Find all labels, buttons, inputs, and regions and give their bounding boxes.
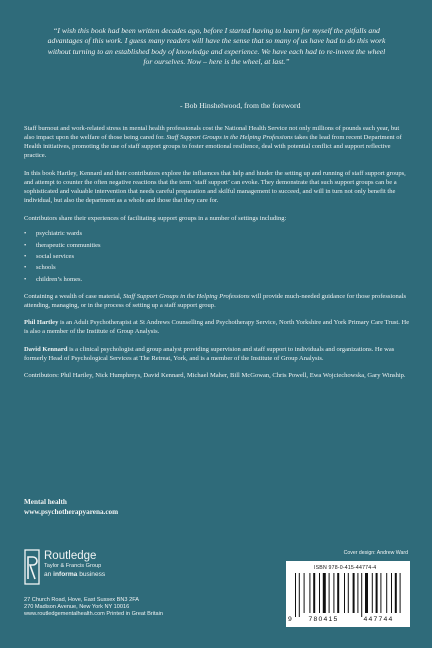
author-bio-hartley: Phil Hartley is an Adult Psychotherapist at St Andrews Counselling and Psychotherapy Service, North Yorkshire and York Primary Care Trust. He is also a member of the Institute of Group Analysis. bbox=[24, 319, 410, 336]
barcode-bar bbox=[380, 573, 381, 613]
address-line: 27 Church Road, Hove, East Sussex BN3 2FA bbox=[24, 597, 140, 603]
isbn-label: ISBN 978-0-415-44774-4 bbox=[314, 565, 377, 571]
contributors-list: Contributors: Phil Hartley, Nick Humphreys, David Kennard, Michael Maher, Bill McGowan, Chris Powell, Ewa Wojciechowska, Gary Winship. bbox=[24, 372, 406, 380]
barcode-bar bbox=[295, 573, 296, 617]
subject-block bbox=[24, 497, 118, 517]
barcode-bar bbox=[376, 573, 378, 613]
barcode bbox=[286, 561, 410, 627]
barcode-digits bbox=[288, 616, 408, 623]
book-title-inline: Staff Support Groups in the Helping Professions bbox=[166, 134, 293, 142]
barcode-bar bbox=[329, 573, 330, 613]
book-title-inline: Staff Support Groups in the Helping Professions bbox=[123, 292, 250, 300]
foreword-quote: “I wish this book had been written decades ago, before I started having to learn for myself the pitfalls and advantages of this work. I guess many readers will have the sense that so many of us have had to do this work without turning to an established body of knowledge and experience. We have each had to re-invent the wheel for ourselves. Now – here is the wheel, at last.” bbox=[47, 26, 386, 66]
barcode-bar bbox=[391, 573, 392, 613]
description bbox=[24, 124, 410, 319]
barcode-bar bbox=[395, 573, 397, 613]
barcode-bar bbox=[319, 573, 320, 613]
barcode-bar bbox=[357, 573, 358, 613]
barcode-bar bbox=[304, 573, 305, 613]
description-paragraph-2: In this book Hartley, Kennard and their contributors explore the influences that help and hinder the setting up and running of staff support groups, and attempt to counter the often negative reactions that the term ‘staff support’ can evoke. They demonstrate that such support groups can be a sophisticated and valuable intervention that needs careful preparation and skilful management to succeed, and will in turn not only benefit the individual, but also the department as a whole and those that they care for. bbox=[24, 169, 406, 205]
list-item: • schools bbox=[24, 262, 410, 273]
barcode-digit-group: 780415 bbox=[308, 616, 339, 623]
description-paragraph-4: Containing a wealth of case material, Staff Support Groups in the Helping Professions will provide much-needed guidance for those professionals attending, managing, or in the process of setting up a staff support group. bbox=[24, 292, 407, 309]
author-bio-kennard: David Kennard is a clinical psychologist and group analyst providing supervision and staff support to individuals and organizations. He was formerly Head of Psychological Services at The Retreat, York, and is a member of the Institute of Group Analysis. bbox=[24, 345, 395, 362]
address-line: www.routledgementalhealth.com Printed in Great Britain bbox=[24, 611, 163, 618]
list-item: • therapeutic communities bbox=[24, 240, 410, 251]
list-item: • psychiatric wards bbox=[24, 228, 410, 239]
description-paragraph-1: Staff burnout and work-related stress in mental health professionals cost the National Health Service not only millions of pounds each year, but also impact upon the welfare of those being cared for. Staff Support Groups in the Helping Professions takes the lead from recent Department of Health initiatives, promoting the use of staff support groups to foster emotional resilience, deal with potential conflict and support reflective practice. bbox=[24, 125, 402, 160]
barcode-bar bbox=[365, 573, 368, 613]
settings-list bbox=[24, 228, 410, 284]
barcode-bar bbox=[361, 573, 362, 617]
barcode-bar bbox=[333, 573, 334, 613]
barcode-bar bbox=[323, 573, 326, 613]
barcode-bar bbox=[386, 573, 387, 613]
publisher-logo bbox=[24, 549, 174, 589]
list-item: • children’s homes. bbox=[24, 274, 410, 285]
author-name: Phil Hartley bbox=[24, 319, 59, 326]
barcode-bar bbox=[309, 573, 310, 613]
barcode-bar bbox=[337, 573, 339, 613]
address-line: 270 Madison Avenue, New York NY 10016 bbox=[24, 604, 130, 611]
publisher-name: Routledge bbox=[44, 550, 97, 562]
barcode-bar bbox=[372, 573, 373, 613]
list-item: • social services bbox=[24, 251, 410, 262]
website-link[interactable]: www.psychotherapyarena.com bbox=[24, 508, 119, 516]
barcode-bar bbox=[348, 573, 349, 613]
barcode-bar bbox=[400, 573, 401, 613]
quote-attribution: - Bob Hinshelwood, from the foreword bbox=[180, 101, 301, 110]
publisher-address bbox=[24, 597, 284, 619]
author-bios bbox=[24, 318, 410, 389]
subject-category: Mental health bbox=[24, 498, 67, 506]
publisher-tagline: an informa business bbox=[44, 571, 106, 578]
description-paragraph-3: Contributors share their experiences of facilitating support groups in a number of settings including: bbox=[24, 214, 287, 222]
author-name: David Kennard bbox=[24, 345, 68, 353]
routledge-r-icon bbox=[24, 549, 40, 585]
barcode-digit-lead: 9 bbox=[288, 616, 292, 623]
barcode-bars bbox=[293, 573, 405, 617]
barcode-bar bbox=[353, 573, 355, 613]
barcode-bar bbox=[344, 573, 345, 613]
cover-credit: Cover design: Andrew Ward bbox=[343, 550, 408, 556]
barcode-bar bbox=[313, 573, 315, 613]
barcode-digit-group: 447744 bbox=[363, 616, 394, 623]
publisher-group: Taylor & Francis Group bbox=[44, 563, 102, 569]
barcode-bar bbox=[299, 573, 300, 617]
